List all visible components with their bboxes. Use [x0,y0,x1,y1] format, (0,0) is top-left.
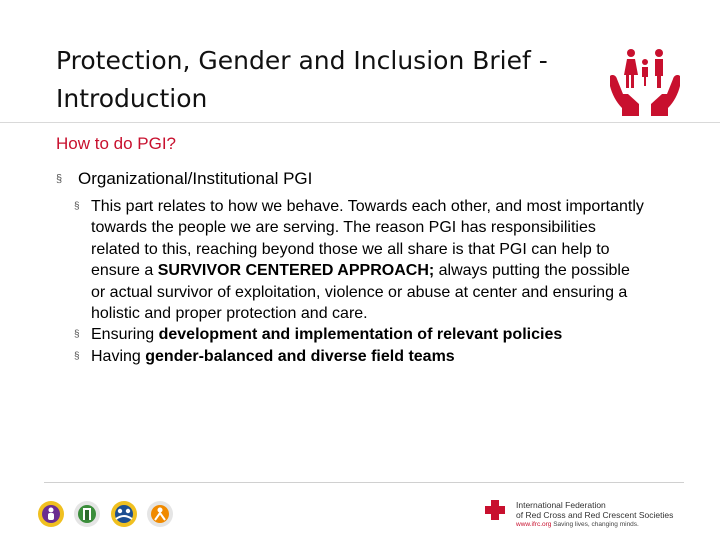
slide-title [56,42,596,118]
org-name-line-2: of Red Cross and Red Crescent Societies [516,510,674,520]
ifrc-footer-logo [484,497,684,529]
point1-text: This part relates to how we behave. Towards each other, and most importantly towards the people we are serving. The reason PGI has responsibilities related to this, reaching beyond those we all share is that PGI can help to ensure a [91,198,644,280]
title-line-2: Introduction [56,84,208,113]
sub-bullet-2 [74,324,644,345]
section-subtitle: How to do PGI? [56,134,177,153]
point2-bold: development and implementation of relevant policies [158,326,563,344]
access-icon [74,501,100,527]
bullet-marker: § [74,201,80,212]
point2-prefix: Ensuring [91,326,159,344]
level1-bullet [56,168,656,190]
participation-icon [111,501,137,527]
bullet-marker: § [56,173,63,185]
point1-text-end: always putting the possible or actual survivor of exploitation, violence or abuse at center and ensuring a holistic and proper protection and care. [91,262,630,323]
sub-bullet-1 [74,196,644,324]
org-tagline [516,521,639,528]
footer-divider [44,482,684,483]
title-line-1: Protection, Gender and Inclusion Brief - [56,46,548,75]
bullet-marker: § [74,350,80,362]
dignity-icon [38,501,64,527]
safety-icon [147,501,173,527]
title-divider [0,122,720,123]
red-cross-icon [484,499,506,521]
org-url: www.ifrc.org [516,521,552,528]
point1-bold: SURVIVOR CENTERED APPROACH; [157,262,435,280]
pgi-hands-family-icon [608,44,682,116]
point3-prefix: Having [91,347,146,365]
bullet-marker: § [74,329,80,341]
sub-bullet-3 [74,346,644,367]
level1-text: Organizational/Institutional PGI [78,169,313,188]
sub-bullet-list [74,196,644,367]
org-name-line-1: International Federation [516,500,606,510]
point3-bold: gender-balanced and diverse field teams [145,347,455,365]
org-slogan: Saving lives, changing minds. [553,521,639,528]
footer-icon-row [36,498,176,530]
